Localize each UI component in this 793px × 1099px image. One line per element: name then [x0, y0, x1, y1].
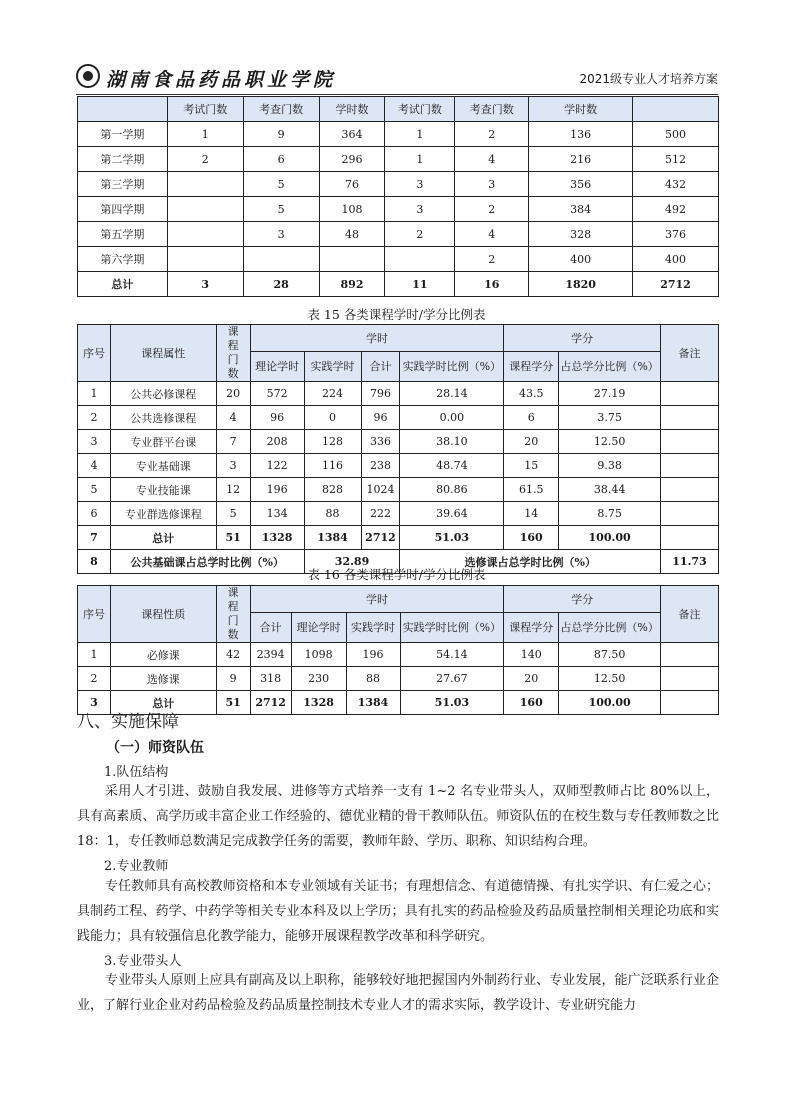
total-cell: 7: [78, 526, 111, 550]
category-cell: 116: [304, 454, 361, 478]
total-cell: 总计: [110, 526, 216, 550]
category-cell: 1024: [361, 478, 400, 502]
semester-cell: 9: [243, 122, 319, 147]
th-theory: 理论学时: [250, 351, 304, 381]
category-cell: 27.19: [559, 382, 661, 406]
category-cell: 39.64: [400, 502, 504, 526]
semester-row: [78, 147, 719, 172]
semester-cell: 2: [385, 222, 455, 247]
column-header: [633, 97, 719, 122]
th-seq: 序号: [78, 586, 111, 643]
category-cell: [661, 406, 719, 430]
category-cell: 专业技能课: [110, 478, 216, 502]
total-cell: 51: [216, 526, 250, 550]
category-row: [78, 478, 719, 502]
category-cell: 38.10: [400, 430, 504, 454]
th-count: 课程门数: [216, 325, 250, 382]
category-row: [78, 382, 719, 406]
semester-cell: 1: [385, 147, 455, 172]
category-cell: 224: [304, 382, 361, 406]
category-cell: 3: [216, 454, 250, 478]
category-cell: 7: [216, 430, 250, 454]
semester-cell: 512: [633, 147, 719, 172]
category-row: [78, 502, 719, 526]
nature-cell: [661, 667, 719, 691]
summary-label-public: 公共基础课占总学时比例（%）: [110, 550, 304, 574]
total-cell: 16: [455, 272, 529, 297]
th-count: 课程门数: [216, 586, 250, 643]
category-cell: 96: [361, 406, 400, 430]
column-header: 学时数: [319, 97, 385, 122]
nature-cell: 1098: [291, 643, 346, 667]
th-credits: 学分: [504, 325, 661, 352]
school-logo-icon: [76, 64, 100, 88]
th-theory: 理论学时: [291, 612, 346, 642]
category-cell: 6: [504, 406, 559, 430]
category-cell: 134: [250, 502, 304, 526]
nature-row: [78, 667, 719, 691]
semester-cell: 216: [529, 147, 633, 172]
th-seq: 序号: [78, 325, 111, 382]
total-cell: 2712: [361, 526, 400, 550]
total-cell: [661, 526, 719, 550]
semester-cell: [167, 172, 243, 197]
semester-cell: [385, 247, 455, 272]
th-total: 合计: [361, 351, 400, 381]
category-cell: 9.38: [559, 454, 661, 478]
semester-cell: 376: [633, 222, 719, 247]
category-cell: 专业群平台课: [110, 430, 216, 454]
semester-course-table: [77, 96, 719, 297]
category-cell: [661, 382, 719, 406]
nature-cell: 42: [216, 643, 250, 667]
semester-cell: 4: [455, 222, 529, 247]
category-cell: 828: [304, 478, 361, 502]
category-row: [78, 406, 719, 430]
semester-cell: [167, 222, 243, 247]
category-cell: 8.75: [559, 502, 661, 526]
semester-cell: 3: [455, 172, 529, 197]
paragraph-team-structure: 采用人才引进、鼓励自我发展、进修等方式培养一支有 1~2 名专业带头人，双师型教师占比 80%以上，具有高素质、高学历或丰富企业工作经验的、德优业精的骨干教师队伍。师资队伍的在校生数与专任教师数之比 18：1，专任教师总数满足完成教学任务的需要，教师年龄、学历、职称、知识结构合理。: [77, 784, 719, 849]
semester-cell: 492: [633, 197, 719, 222]
total-cell: 100.00: [559, 691, 661, 715]
category-cell: 96: [250, 406, 304, 430]
category-cell: 80.86: [400, 478, 504, 502]
category-cell: 公共必修课程: [110, 382, 216, 406]
semester-cell: 400: [633, 247, 719, 272]
summary-value-public: 32.89: [304, 550, 400, 574]
total-cell: 1384: [346, 691, 400, 715]
nature-cell: 1: [78, 643, 111, 667]
category-cell: 5: [216, 502, 250, 526]
category-cell: 20: [504, 430, 559, 454]
nature-cell: 196: [346, 643, 400, 667]
category-cell: [661, 430, 719, 454]
total-cell: [661, 691, 719, 715]
nature-cell: 27.67: [400, 667, 504, 691]
semester-cell: [319, 247, 385, 272]
total-cell: 160: [504, 691, 559, 715]
total-cell: 1820: [529, 272, 633, 297]
total-cell: 2712: [250, 691, 291, 715]
semester-cell: 第五学期: [78, 222, 168, 247]
total-cell: 100.00: [559, 526, 661, 550]
semester-cell: 400: [529, 247, 633, 272]
category-cell: 128: [304, 430, 361, 454]
th-hours: 学时: [250, 586, 504, 613]
subheading-discipline-leader: 3.专业带头人: [104, 954, 182, 969]
subheading-team-structure: 1.队伍结构: [104, 765, 169, 780]
semester-cell: 2: [455, 247, 529, 272]
category-row: [78, 454, 719, 478]
course-nature-table: [77, 585, 719, 715]
nature-cell: 230: [291, 667, 346, 691]
category-cell: 43.5: [504, 382, 559, 406]
total-cell: 51.03: [400, 526, 504, 550]
nature-cell: 必修课: [110, 643, 216, 667]
total-cell: 3: [167, 272, 243, 297]
category-cell: 6: [78, 502, 111, 526]
category-cell: 2: [78, 406, 111, 430]
subsection-heading: （一）师资队伍: [106, 740, 204, 756]
table15-title: 表 15 各类课程学时/学分比例表: [307, 307, 486, 322]
total-cell: 2712: [633, 272, 719, 297]
category-cell: 336: [361, 430, 400, 454]
paragraph-discipline-leader: 专业带头人原则上应具有副高及以上职称，能够较好地把握国内外制药行业、专业发展，能广泛联系行业企业，了解行业企业对药品检验及药品质量控制技术专业人才的需求实际，教学设计、专业研究能力: [77, 973, 719, 1013]
semester-row: [78, 172, 719, 197]
th-crratio: 占总学分比例（%）: [559, 351, 661, 381]
category-cell: 专业基础课: [110, 454, 216, 478]
category-cell: 208: [250, 430, 304, 454]
semester-cell: 1: [385, 122, 455, 147]
total-cell: 28: [243, 272, 319, 297]
subheading-professional-teachers: 2.专业教师: [104, 859, 169, 874]
section-heading: 八、实施保障: [77, 712, 179, 732]
semester-cell: 296: [319, 147, 385, 172]
total-cell: 总计: [110, 691, 216, 715]
nature-cell: 2: [78, 667, 111, 691]
nature-cell: 20: [504, 667, 559, 691]
category-cell: 38.44: [559, 478, 661, 502]
semester-cell: 第三学期: [78, 172, 168, 197]
semester-cell: 108: [319, 197, 385, 222]
category-cell: 88: [304, 502, 361, 526]
semester-cell: 2: [455, 197, 529, 222]
nature-cell: 9: [216, 667, 250, 691]
school-name: 湖南食品药品职业学院: [106, 69, 337, 91]
summary-value-elective: 11.73: [661, 550, 719, 574]
semester-cell: 4: [455, 147, 529, 172]
table-header-row: [78, 97, 719, 122]
th-practice: 实践学时: [304, 351, 361, 381]
summary-label-elective: 选修课占总学时比例（%）: [400, 550, 661, 574]
th-note: 备注: [661, 325, 719, 382]
total-cell: 1328: [250, 526, 304, 550]
semester-cell: 432: [633, 172, 719, 197]
th-cr: 课程学分: [504, 351, 559, 381]
category-cell: 3: [78, 430, 111, 454]
category-cell: 48.74: [400, 454, 504, 478]
th-note: 备注: [661, 586, 719, 643]
semester-cell: [167, 197, 243, 222]
semester-cell: 5: [243, 197, 319, 222]
semester-cell: [167, 247, 243, 272]
total-row: [78, 272, 719, 297]
column-header: 学时数: [529, 97, 633, 122]
total-cell: 总计: [78, 272, 168, 297]
table16-title: 表 16 各类课程学时/学分比例表: [307, 567, 486, 582]
th-total: 合计: [250, 612, 291, 642]
category-cell: 196: [250, 478, 304, 502]
category-cell: 0.00: [400, 406, 504, 430]
semester-cell: 3: [385, 172, 455, 197]
document-title: 2021级专业人才培养方案: [579, 72, 718, 86]
category-cell: 572: [250, 382, 304, 406]
semester-cell: 76: [319, 172, 385, 197]
category-cell: 12.50: [559, 430, 661, 454]
th-nature: 课程性质: [110, 586, 216, 643]
column-header: 考查门数: [243, 97, 319, 122]
th-cr: 课程学分: [504, 612, 559, 642]
nature-cell: 2394: [250, 643, 291, 667]
semester-cell: 第二学期: [78, 147, 168, 172]
category-cell: 4: [216, 406, 250, 430]
semester-cell: 328: [529, 222, 633, 247]
total-cell: 51.03: [400, 691, 504, 715]
semester-cell: 5: [243, 172, 319, 197]
total-cell: 892: [319, 272, 385, 297]
semester-row: [78, 122, 719, 147]
nature-cell: 12.50: [559, 667, 661, 691]
semester-cell: 6: [243, 147, 319, 172]
semester-cell: 第一学期: [78, 122, 168, 147]
category-cell: 15: [504, 454, 559, 478]
semester-cell: 48: [319, 222, 385, 247]
total-cell: 11: [385, 272, 455, 297]
nature-cell: [661, 643, 719, 667]
category-cell: 238: [361, 454, 400, 478]
th-hours: 学时: [250, 325, 504, 352]
nature-row: [78, 643, 719, 667]
column-header: 考试门数: [385, 97, 455, 122]
nature-cell: 88: [346, 667, 400, 691]
total-cell: 1328: [291, 691, 346, 715]
semester-cell: 2: [167, 147, 243, 172]
category-cell: 4: [78, 454, 111, 478]
semester-cell: 356: [529, 172, 633, 197]
summary-seq: 8: [78, 550, 111, 574]
semester-cell: 第四学期: [78, 197, 168, 222]
semester-cell: 3: [243, 222, 319, 247]
th-credits: 学分: [504, 586, 661, 613]
semester-cell: 384: [529, 197, 633, 222]
column-header: 考试门数: [167, 97, 243, 122]
total-cell: 3: [78, 691, 111, 715]
total-cell: 160: [504, 526, 559, 550]
column-header: [78, 97, 168, 122]
category-cell: 222: [361, 502, 400, 526]
nature-cell: 318: [250, 667, 291, 691]
category-cell: [661, 454, 719, 478]
th-ratio: 实践学时比例（%）: [400, 612, 504, 642]
category-cell: 14: [504, 502, 559, 526]
category-cell: [661, 478, 719, 502]
category-cell: 796: [361, 382, 400, 406]
category-cell: 0: [304, 406, 361, 430]
column-header: 考查门数: [455, 97, 529, 122]
category-cell: 5: [78, 478, 111, 502]
category-cell: 公共选修课程: [110, 406, 216, 430]
semester-row: [78, 197, 719, 222]
th-crratio: 占总学分比例（%）: [559, 612, 661, 642]
nature-cell: 54.14: [400, 643, 504, 667]
category-cell: [661, 502, 719, 526]
category-cell: 61.5: [504, 478, 559, 502]
semester-cell: 1: [167, 122, 243, 147]
category-cell: 12: [216, 478, 250, 502]
category-cell: 1: [78, 382, 111, 406]
category-cell: 28.14: [400, 382, 504, 406]
semester-cell: 2: [455, 122, 529, 147]
th-attr: 课程属性: [110, 325, 216, 382]
semester-cell: 3: [385, 197, 455, 222]
course-category-table: [77, 324, 719, 574]
th-practice: 实践学时: [346, 612, 400, 642]
semester-row: [78, 247, 719, 272]
semester-cell: 364: [319, 122, 385, 147]
category-cell: 20: [216, 382, 250, 406]
nature-cell: 140: [504, 643, 559, 667]
page-header: [76, 64, 718, 95]
semester-cell: [243, 247, 319, 272]
category-row: [78, 430, 719, 454]
paragraph-professional-teachers: 专任教师具有高校教师资格和本专业领域有关证书；有理想信念、有道德情操、有扎实学识、有仁爱之心；具制药工程、药学、中药学等相关专业本科及以上学历；具有扎实的药品检验及药品质量控制相关理论功底和实践能力；具有较强信息化教学能力，能够开展课程教学改革和科学研究。: [77, 879, 719, 944]
category-cell: 3.75: [559, 406, 661, 430]
total-cell: 51: [216, 691, 250, 715]
semester-row: [78, 222, 719, 247]
total-row: [78, 526, 719, 550]
nature-cell: 选修课: [110, 667, 216, 691]
nature-cell: 87.50: [559, 643, 661, 667]
semester-cell: 第六学期: [78, 247, 168, 272]
total-cell: 1384: [304, 526, 361, 550]
th-ratio: 实践学时比例（%）: [400, 351, 504, 381]
category-cell: 122: [250, 454, 304, 478]
semester-cell: 500: [633, 122, 719, 147]
category-cell: 专业群选修课程: [110, 502, 216, 526]
semester-cell: 136: [529, 122, 633, 147]
